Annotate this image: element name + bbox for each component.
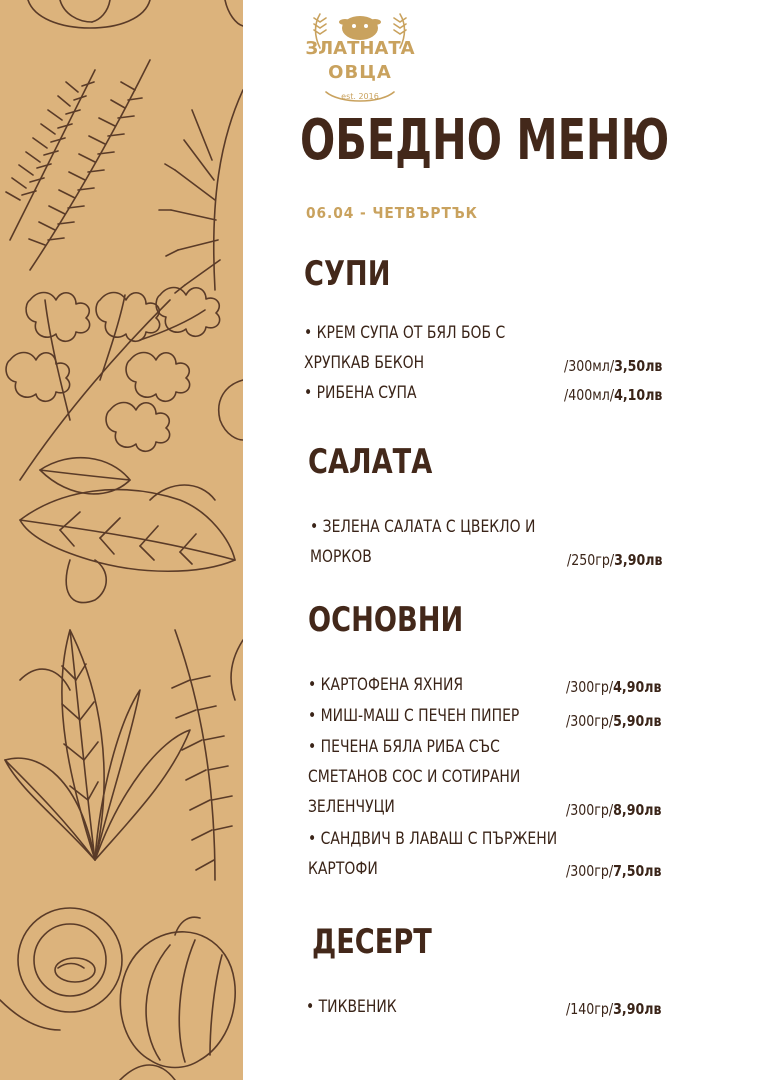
dessert-item-1-price xyxy=(566,998,661,1020)
main-item-4-line2: КАРТОФИ xyxy=(308,859,378,879)
page-title: ОБЕДНО МЕНЮ xyxy=(300,108,670,173)
portion: /300мл/ xyxy=(564,357,615,375)
portion: /250гр/ xyxy=(567,551,615,569)
price: 3,50лв xyxy=(614,357,663,375)
herb-illustration-panel xyxy=(0,0,243,1080)
soup-item-2-line1: • РИБЕНА СУПА xyxy=(304,383,417,403)
main-item-1-price xyxy=(566,676,661,698)
portion: /300гр/ xyxy=(566,862,614,880)
salad-item-1-line2: МОРКОВ xyxy=(310,547,372,567)
price: 3,90лв xyxy=(614,551,663,569)
dessert-item-1-line1: • ТИКВЕНИК xyxy=(306,997,397,1017)
portion: /400мл/ xyxy=(564,386,615,404)
main-item-2-line1: • МИШ-МАШ С ПЕЧЕН ПИПЕР xyxy=(308,706,520,726)
main-item-3-line1: • ПЕЧЕНА БЯЛА РИБА СЪС xyxy=(308,737,500,757)
menu-date: 06.04 - ЧЕТВЪРТЪК xyxy=(306,204,478,222)
main-item-2-price xyxy=(566,710,661,732)
soup-item-1-price xyxy=(564,355,662,377)
portion: /300гр/ xyxy=(566,801,614,819)
main-item-3-price xyxy=(566,799,661,821)
salad-item-1-line1: • ЗЕЛЕНА САЛАТА С ЦВЕКЛО И xyxy=(310,517,536,537)
portion: /300гр/ xyxy=(566,712,614,730)
price: 7,50лв xyxy=(613,862,662,880)
price: 3,90лв xyxy=(613,1000,662,1018)
section-title-mains: ОСНОВНИ xyxy=(308,600,464,640)
soup-item-2-price xyxy=(564,384,662,406)
section-title-dessert: ДЕСЕРТ xyxy=(312,922,432,962)
main-item-4-line1: • САНДВИЧ В ЛАВАШ С ПЪРЖЕНИ xyxy=(308,829,558,849)
section-title-salad: САЛАТА xyxy=(308,442,433,482)
portion: /300гр/ xyxy=(566,678,614,696)
main-item-3-line3: ЗЕЛЕНЧУЦИ xyxy=(308,797,395,817)
main-item-1-line1: • КАРТОФЕНА ЯХНИЯ xyxy=(308,675,464,695)
price: 8,90лв xyxy=(613,801,662,819)
portion: /140гр/ xyxy=(566,1000,614,1018)
salad-item-1-price xyxy=(567,549,662,571)
sheep-logo-icon xyxy=(339,16,381,40)
brand-logo xyxy=(300,6,420,106)
brand-name-line2: ОВЦА xyxy=(328,62,392,83)
price: 4,10лв xyxy=(614,386,663,404)
soup-item-1-line1: • КРЕМ СУПА ОТ БЯЛ БОБ С xyxy=(304,323,506,343)
price: 4,90лв xyxy=(613,678,662,696)
herb-illustration-icon xyxy=(0,0,243,1080)
section-title-soups: СУПИ xyxy=(304,254,391,294)
soup-item-1-line2: ХРУПКАВ БЕКОН xyxy=(304,353,425,373)
price: 5,90лв xyxy=(613,712,662,730)
brand-established: est. 2016 xyxy=(341,92,379,101)
brand-name-line1: ЗЛАТНАТА xyxy=(305,38,415,59)
main-item-3-line2: СМЕТАНОВ СОС И СОТИРАНИ xyxy=(308,767,521,787)
main-item-4-price xyxy=(566,860,661,882)
